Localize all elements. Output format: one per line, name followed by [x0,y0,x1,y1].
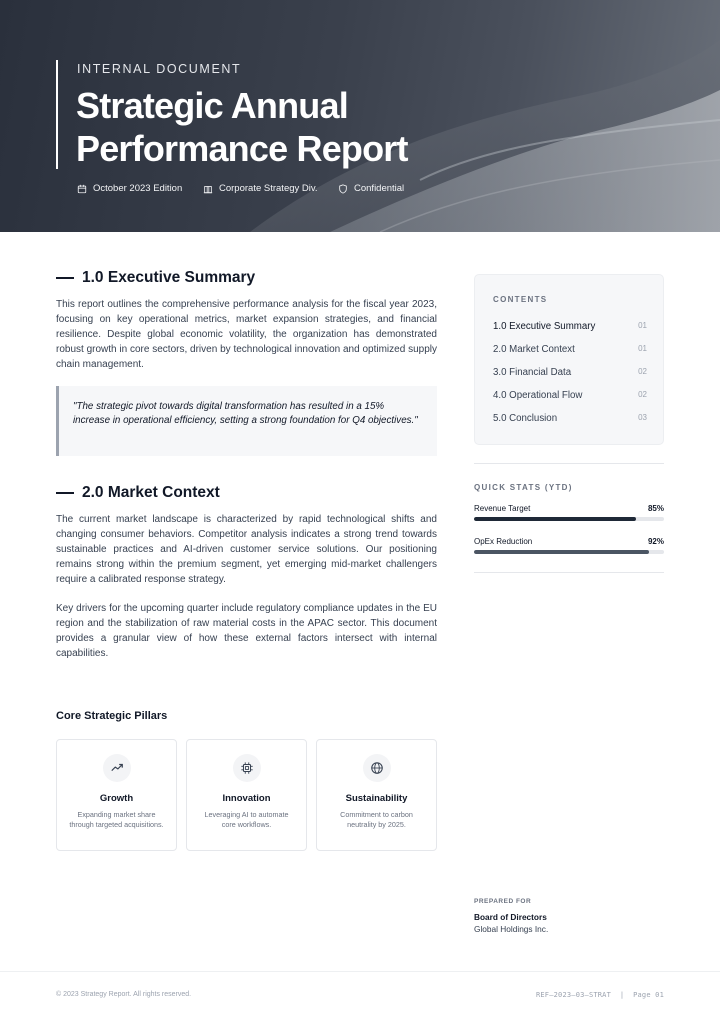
toc-item-page: 03 [638,413,647,422]
progress-fill [474,550,649,554]
toc-item-label: 2.0 Market Context [493,344,575,355]
toc-item-label: 5.0 Conclusion [493,413,558,424]
pillar-icon-wrap [363,754,391,782]
toc-item-financial-data[interactable] [493,367,647,378]
toc-item-operational-flow[interactable] [493,390,647,401]
pillar-card-sustainability [316,739,437,851]
meta-edition [77,183,182,194]
globe-icon [370,761,384,775]
stat-revenue-target [474,504,664,521]
heading-text: 2.0 Market Context [82,484,220,501]
meta-label: Confidential [354,183,405,194]
pillars-title: Core Strategic Pillars [56,710,168,722]
toc-item-page: 02 [638,390,647,399]
executive-summary-body: This report outlines the comprehensive performance analysis for the fiscal year 2023, focusing on key operational metrics, market expansion strategies, and financial resilience. Despite global economic volatility, the organization has demonstrated robust growth in core sectors, driven by technological innovation and optimized supply chain management. [56,299,437,371]
divider [474,463,664,464]
pillar-card-innovation [186,739,307,851]
toc-item-market-context[interactable] [493,344,647,355]
pillar-card-growth [56,739,177,851]
toc-item-label: 4.0 Operational Flow [493,390,583,401]
page-title: Strategic Annual Performance Report [76,85,408,169]
prepared-for-recipient: Board of Directors [474,912,547,922]
stat-value: 92% [647,537,664,546]
pillar-icon-wrap [103,754,131,782]
stat-label: OpEx Reduction [474,537,533,546]
heading-bar [56,277,74,280]
progress-track [474,517,664,521]
footer-reference: REF—2023—03—STRAT | Page 01 [535,991,664,999]
footer-copyright: © 2023 Strategy Report. All rights reserved. [56,991,192,998]
toc-item-page: 01 [638,321,647,330]
document-classification: INTERNAL DOCUMENT [77,62,242,76]
toc-item-label: 1.0 Executive Summary [493,321,596,332]
section-heading-market-context [56,484,220,502]
toc-item-label: 3.0 Financial Data [493,367,572,378]
pillar-title: Sustainability [345,793,408,804]
meta-label: October 2023 Edition [93,183,183,194]
toc-item-conclusion[interactable] [493,413,647,424]
meta-division [203,183,318,194]
toc-heading: CONTENTS [493,295,548,304]
pull-quote-text: "The strategic pivot towards digital transformation has resulted in a 15% increase in operational efficiency, setting a strong foundation for Q4 objectives." [73,401,418,426]
heading-bar [56,492,74,495]
building-icon [203,184,213,194]
progress-fill [474,517,636,521]
pillar-title: Innovation [222,793,271,804]
toc-item-executive-summary[interactable] [493,321,647,332]
calendar-icon [77,184,87,194]
trending-up-icon [110,761,124,775]
pillar-title: Growth [99,793,134,804]
hero-accent-rule [56,60,77,169]
market-context-body-2: Key drivers for the upcoming quarter include regulatory compliance updates in the EU region and the stabilization of raw material costs in the APAC sector. This document provides a granular view of how these external factors intersect with internal capabilities. [56,603,437,660]
stat-label: Revenue Target [474,504,531,513]
heading-text: 1.0 Executive Summary [82,269,256,286]
market-context-body-1: The current market landscape is characterized by rapid technological shifts and changing consumer behaviors. Competitor analysis indicates a strong trend towards sustainable practices and AI-driven customer service solutions. Our positioning remains strong within the premium segment, yet emerging mid-market challengers require a calibrated response strategy. [56,514,437,586]
toc-item-page: 02 [638,367,647,376]
shield-icon [338,184,348,194]
stat-value: 85% [647,504,664,513]
progress-track [474,550,664,554]
pillar-description: Expanding market share through targeted acquisitions. [69,810,164,829]
meta-label: Corporate Strategy Div. [219,183,318,194]
section-heading-executive-summary [56,269,255,287]
prepared-for-organization: Global Holdings Inc. [474,924,549,934]
pillar-description: Commitment to carbon neutrality by 2025. [340,810,413,829]
quick-stats-heading: QUICK STATS (YTD) [474,483,573,492]
pillar-description: Leveraging AI to automate core workflows. [204,810,289,829]
meta-confidential [338,183,404,194]
pull-quote [56,386,437,456]
chip-icon [240,761,254,775]
stat-opex-reduction [474,537,664,554]
divider [474,572,664,573]
footer-divider [0,971,720,972]
toc-item-page: 01 [638,344,647,353]
hero-banner [0,0,720,232]
prepared-for-heading: PREPARED FOR [474,898,532,905]
table-of-contents [474,274,664,445]
pillar-icon-wrap [233,754,261,782]
